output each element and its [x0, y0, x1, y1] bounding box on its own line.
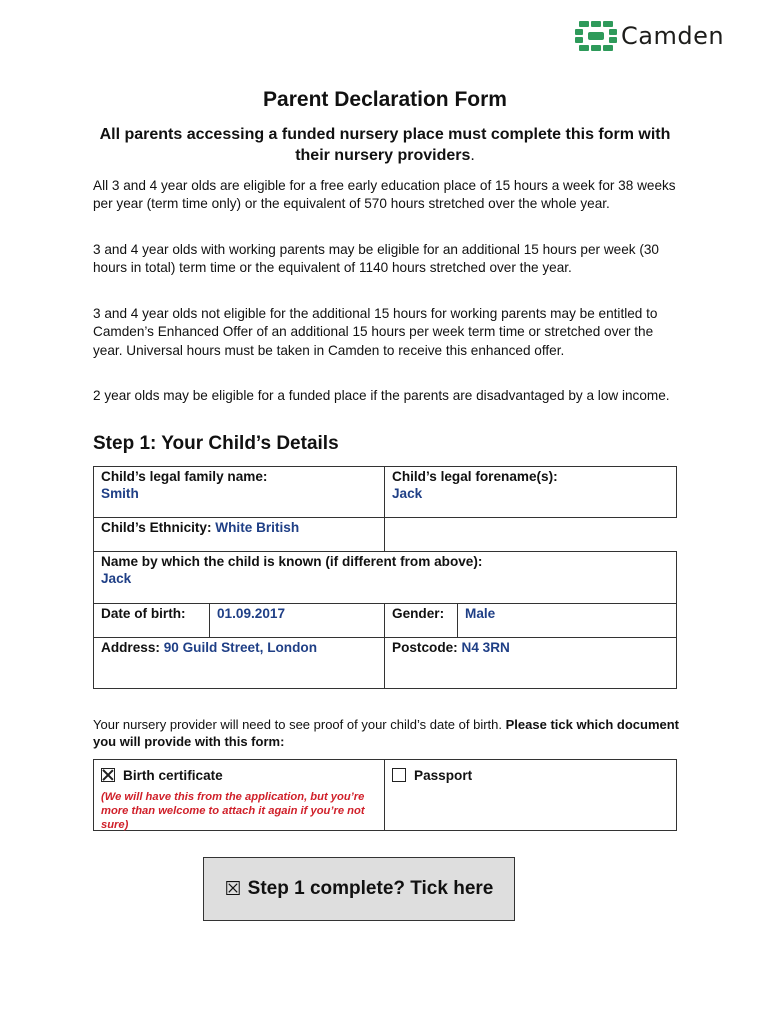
- family-name-value: Smith: [101, 485, 139, 501]
- camden-logo-text: Camden: [621, 22, 725, 50]
- forename-cell[interactable]: [384, 466, 677, 518]
- passport-cell[interactable]: [384, 759, 677, 831]
- postcode-label: Postcode:: [392, 640, 458, 655]
- ethnicity-label: Child’s Ethnicity:: [101, 520, 212, 535]
- step1-complete-button[interactable]: [203, 857, 515, 921]
- step1-complete-label: Step 1 complete? Tick here: [247, 878, 494, 899]
- known-as-label: Name by which the child is known (if different from above):: [101, 554, 483, 569]
- dob-value-cell[interactable]: [209, 603, 385, 638]
- address-label: Address:: [101, 640, 160, 655]
- birth-certificate-cell[interactable]: [93, 759, 385, 831]
- forename-value: Jack: [392, 485, 423, 501]
- known-as-value: Jack: [101, 570, 132, 586]
- birth-certificate-label: Birth certificate: [123, 768, 223, 783]
- gender-label-cell: [384, 603, 458, 638]
- proof-note-bold: Please tick which document you will provide with this form:: [93, 717, 680, 749]
- camden-logo: [575, 20, 735, 52]
- forename-label: Child’s legal forename(s):: [392, 469, 558, 484]
- birth-certificate-note: (We will have this from the application, but you’re more than welcome to attach it again if you’re not sure): [101, 790, 365, 831]
- form-subtitle: [90, 124, 680, 166]
- known-as-cell[interactable]: [93, 551, 677, 604]
- dob-label-cell: [93, 603, 210, 638]
- step1-title: Step 1: Your Child’s Details: [93, 433, 339, 454]
- address-cell[interactable]: [93, 637, 385, 689]
- family-name-label: Child’s legal family name:: [101, 469, 268, 484]
- camden-logo-icon: [575, 21, 617, 51]
- dob-label: Date of birth:: [101, 606, 186, 621]
- proof-note: [93, 716, 683, 750]
- passport-label: Passport: [414, 768, 473, 783]
- form-title: Parent Declaration Form: [263, 88, 507, 111]
- dob-value: 01.09.2017: [217, 606, 286, 621]
- eligibility-paragraph-4: 2 year olds may be eligible for a funded place if the parents are disadvantaged by a low income.: [93, 388, 670, 403]
- proof-note-plain: Your nursery provider will need to see proof of your child’s date of birth.: [93, 717, 506, 732]
- subtitle-end: .: [470, 147, 475, 164]
- ethnicity-cell[interactable]: [93, 517, 385, 552]
- ethnicity-value: White British: [215, 520, 300, 535]
- subtitle-bold: All parents accessing a funded nursery place must complete this form with their nursery providers: [99, 126, 671, 164]
- postcode-cell[interactable]: [384, 637, 677, 689]
- birth-certificate-checkbox[interactable]: [101, 768, 115, 782]
- gender-label: Gender:: [392, 606, 445, 621]
- eligibility-paragraph-2: 3 and 4 year olds with working parents may be eligible for an additional 15 hours per week (30 hours in total) term time or the equivalent of 1140 hours stretched over the year.: [93, 242, 659, 276]
- ethnicity-spacer-cell: [384, 517, 677, 552]
- passport-checkbox[interactable]: [392, 768, 406, 782]
- postcode-value: N4 3RN: [461, 640, 510, 655]
- gender-value: Male: [465, 606, 496, 621]
- step1-complete-checkbox-icon: ☒: [224, 878, 242, 900]
- eligibility-paragraph-3: 3 and 4 year olds not eligible for the additional 15 hours for working parents may be entitled to Camden’s Enhanced Offer of an additional 15 hours per week term time or stretched over the year. Universal hours must be taken in Camden to receive this enhanced offer.: [93, 306, 658, 358]
- family-name-cell[interactable]: [93, 466, 385, 518]
- gender-value-cell[interactable]: [457, 603, 677, 638]
- eligibility-paragraph-1: All 3 and 4 year olds are eligible for a free early education place of 15 hours a week for 38 weeks per year (term time only) or the equivalent of 570 hours stretched over the whole year.: [93, 178, 676, 212]
- address-value: 90 Guild Street, London: [163, 640, 318, 655]
